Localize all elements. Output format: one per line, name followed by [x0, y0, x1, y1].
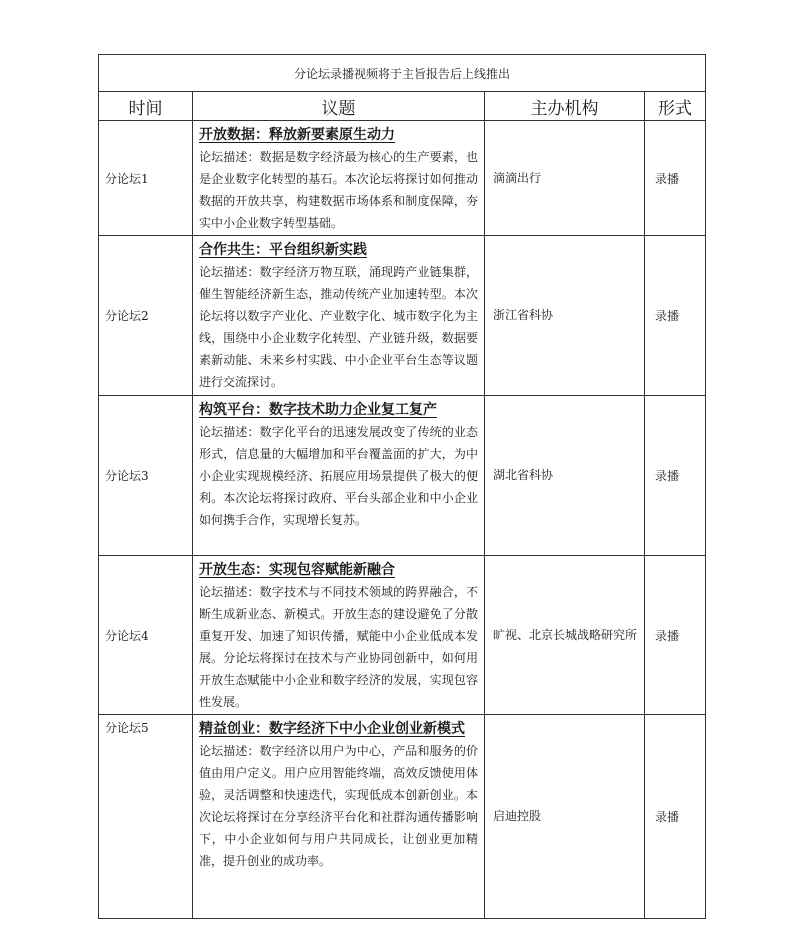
header-row	[99, 92, 706, 121]
topic-description: 论坛描述：数据是数字经济最为核心的生产要素，也是企业数字化转型的基石。本次论坛将探讨如何推动数据的开放共享，构建数据市场体系和制度保障，夯实中小企业数字转型基础。	[199, 150, 478, 230]
organizer-cell: 启迪控股	[485, 715, 645, 919]
header-organizer: 主办机构	[485, 92, 645, 121]
table-row	[99, 715, 706, 919]
table-row	[99, 556, 706, 715]
banner-row	[99, 55, 706, 92]
format-cell: 录播	[645, 556, 706, 715]
topic-title: 合作共生：平台组织新实践	[199, 242, 367, 258]
topic-cell	[193, 715, 485, 919]
topic-description: 论坛描述：数字经济万物互联，涌现跨产业链集群，催生智能经济新生态，推动传统产业加速转型。本次论坛将以数字产业化、产业数字化、城市数字化为主线，围绕中小企业数字化转型、产业链升级，数据要素新动能、未来乡村实践、中小企业平台生态等议题进行交流探讨。	[199, 265, 478, 389]
topic-title: 构筑平台：数字技术助力企业复工复产	[199, 402, 437, 418]
topic-cell	[193, 121, 485, 236]
organizer-cell: 湖北省科协	[485, 396, 645, 556]
topic-title: 开放生态：实现包容赋能新融合	[199, 562, 395, 578]
format-cell: 录播	[645, 236, 706, 396]
format-cell: 录播	[645, 715, 706, 919]
topic-cell	[193, 556, 485, 715]
format-cell: 录播	[645, 121, 706, 236]
format-cell: 录播	[645, 396, 706, 556]
topic-title: 精益创业：数字经济下中小企业创业新模式	[199, 721, 465, 737]
header-format: 形式	[645, 92, 706, 121]
time-cell: 分论坛1	[99, 121, 193, 236]
header-time: 时间	[99, 92, 193, 121]
table-banner: 分论坛录播视频将于主旨报告后上线推出	[99, 55, 706, 92]
time-cell: 分论坛3	[99, 396, 193, 556]
time-cell: 分论坛4	[99, 556, 193, 715]
organizer-cell: 旷视、北京长城战略研究所	[485, 556, 645, 715]
header-topic: 议题	[193, 92, 485, 121]
topic-title: 开放数据：释放新要素原生动力	[199, 127, 395, 143]
time-cell: 分论坛2	[99, 236, 193, 396]
topic-cell	[193, 236, 485, 396]
table-row	[99, 396, 706, 556]
forum-schedule-table	[98, 54, 706, 919]
topic-description: 论坛描述：数字经济以用户为中心，产品和服务的价值由用户定义。用户应用智能终端，高效反馈使用体验，灵活调整和快速迭代，实现低成本创新创业。本次论坛将探讨在分享经济平台化和社群沟通传播影响下，中小企业如何与用户共同成长，让创业更加精准，提升创业的成功率。	[199, 744, 478, 868]
topic-description: 论坛描述：数字技术与不同技术领域的跨界融合，不断生成新业态、新模式。开放生态的建设避免了分散重复开发、加速了知识传播，赋能中小企业低成本发展。分论坛将探讨在技术与产业协同创新中，如何用开放生态赋能中小企业和数字经济的发展，实现包容性发展。	[199, 585, 478, 709]
organizer-cell: 滴滴出行	[485, 121, 645, 236]
topic-description: 论坛描述：数字化平台的迅速发展改变了传统的业态形式，信息量的大幅增加和平台覆盖面的扩大，为中小企业实现规模经济、拓展应用场景提供了极大的便利。本次论坛将探讨政府、平台头部企业和中小企业如何携手合作，实现增长复苏。	[199, 425, 478, 527]
organizer-cell: 浙江省科协	[485, 236, 645, 396]
time-cell: 分论坛5	[99, 715, 193, 919]
table-row	[99, 236, 706, 396]
table-row	[99, 121, 706, 236]
topic-cell	[193, 396, 485, 556]
